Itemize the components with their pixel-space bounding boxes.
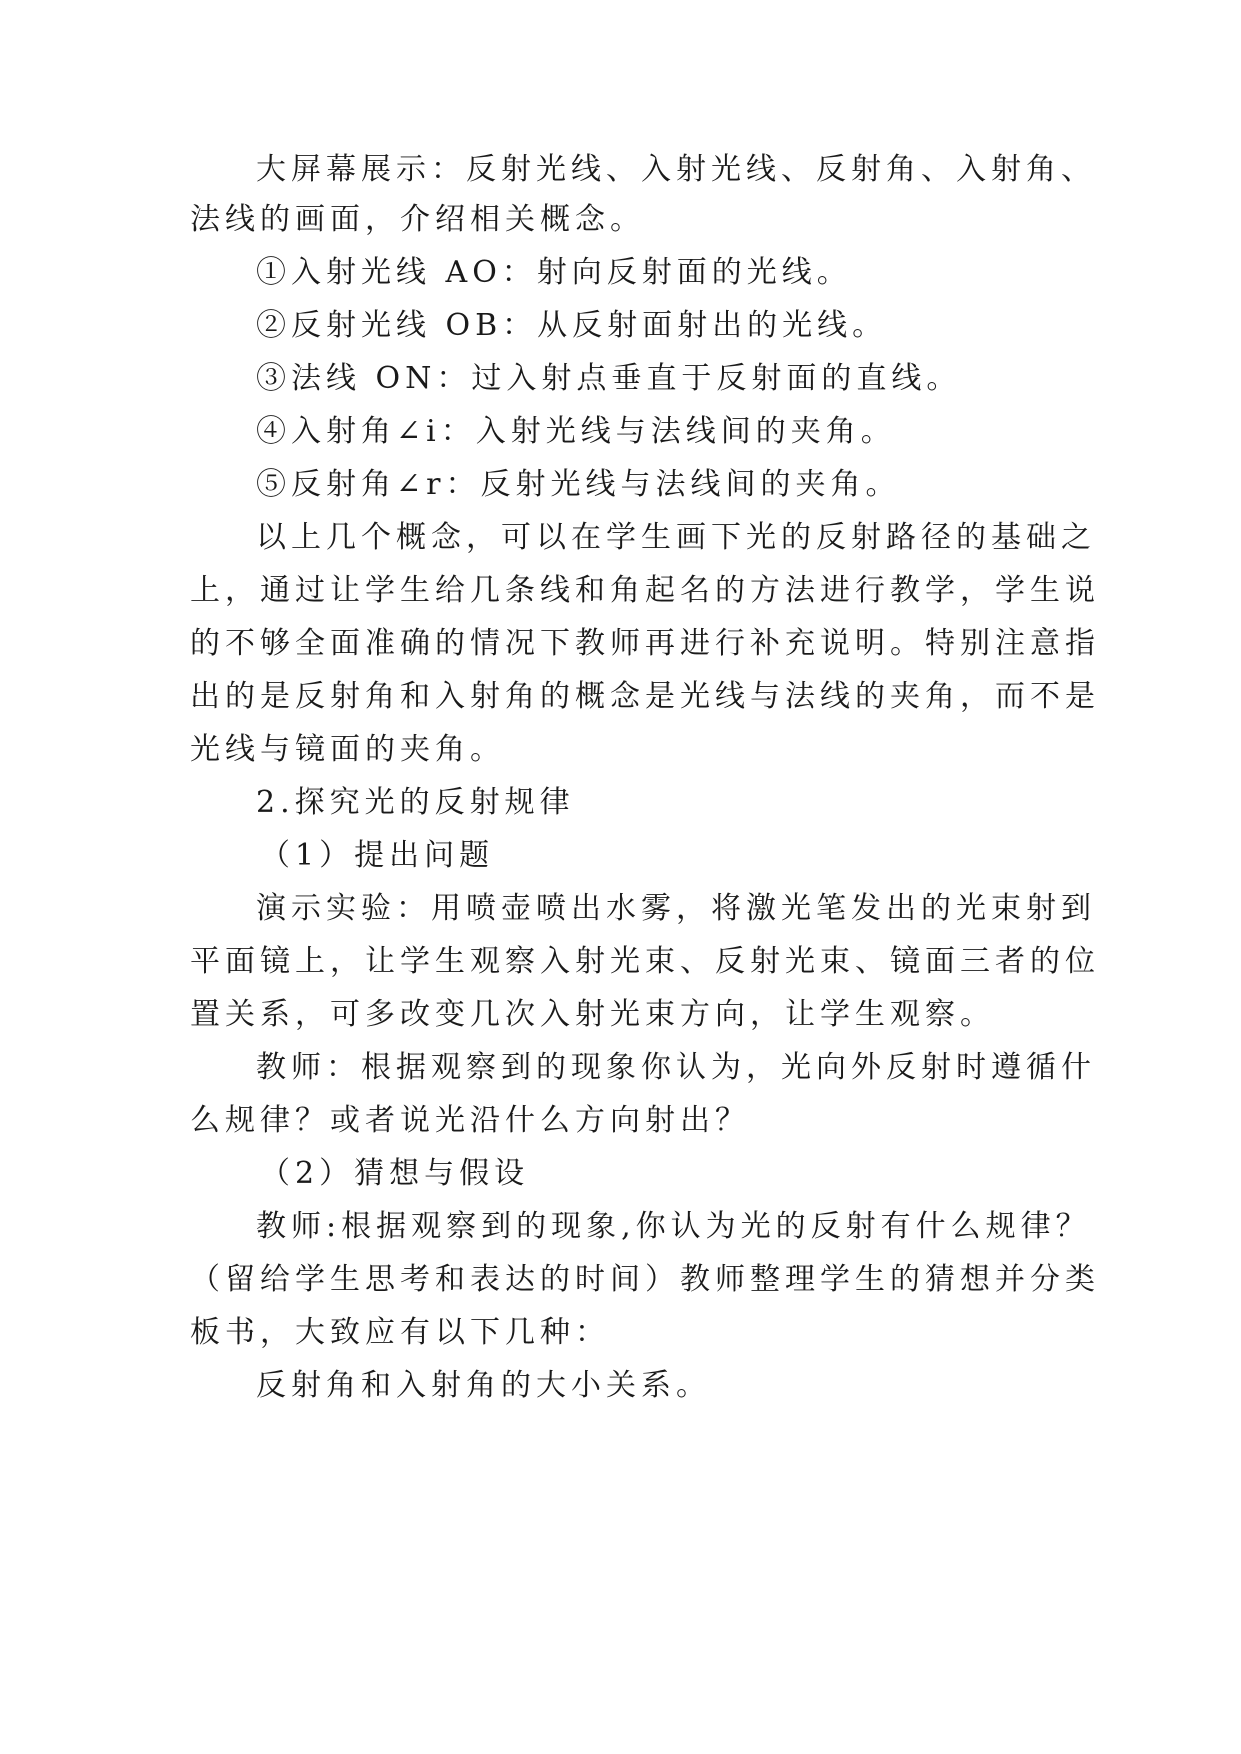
paragraph-demo-line-3: 置关系，可多改变几次入射光束方向，让学生观察。 <box>190 997 995 1032</box>
paragraph-teaching-line-3: 的不够全面准确的情况下教师再进行补充说明。特别注意指 <box>190 626 1100 661</box>
paragraph-hypothesis-line-1: 教师:根据观察到的现象,你认为光的反射有什么规律？ <box>256 1209 1091 1244</box>
paragraph-question-line-2: 么规律？或者说光沿什么方向射出？ <box>190 1103 750 1138</box>
subsection-heading-1: （1）提出问题 <box>260 838 495 873</box>
paragraph-conclusion-line: 反射角和入射角的大小关系。 <box>256 1368 711 1403</box>
concept-item-reflected-ray: ②反射光线 OB：从反射面射出的光线。 <box>256 308 888 343</box>
paragraph-question-line-1: 教师：根据观察到的现象你认为，光向外反射时遵循什 <box>256 1050 1096 1085</box>
paragraph-hypothesis-line-3: 板书，大致应有以下几种： <box>190 1315 610 1350</box>
concept-item-reflected-angle: ⑤反射角∠r：反射光线与法线间的夹角。 <box>256 467 901 502</box>
concept-item-incident-angle: ④入射角∠i：入射光线与法线间的夹角。 <box>256 414 896 449</box>
paragraph-intro-line-1: 大屏幕展示：反射光线、入射光线、反射角、入射角、 <box>256 152 1096 187</box>
paragraph-teaching-line-2: 上，通过让学生给几条线和角起名的方法进行教学，学生说 <box>190 573 1100 608</box>
concept-item-normal: ③法线 ON：过入射点垂直于反射面的直线。 <box>256 361 962 396</box>
paragraph-demo-line-2: 平面镜上，让学生观察入射光束、反射光束、镜面三者的位 <box>190 944 1100 979</box>
subsection-heading-2: （2）猜想与假设 <box>260 1156 530 1191</box>
concept-item-incident-ray: ①入射光线 AO：射向反射面的光线。 <box>256 255 852 290</box>
paragraph-teaching-line-5: 光线与镜面的夹角。 <box>190 732 505 767</box>
paragraph-teaching-line-4: 出的是反射角和入射角的概念是光线与法线的夹角，而不是 <box>190 679 1100 714</box>
paragraph-intro-line-2: 法线的画面，介绍相关概念。 <box>190 202 645 237</box>
paragraph-teaching-line-1: 以上几个概念，可以在学生画下光的反射路径的基础之 <box>256 520 1096 555</box>
section-heading: 2.探究光的反射规律 <box>256 785 575 820</box>
paragraph-demo-line-1: 演示实验：用喷壶喷出水雾，将激光笔发出的光束射到 <box>256 891 1096 926</box>
paragraph-hypothesis-line-2: （留给学生思考和表达的时间）教师整理学生的猜想并分类 <box>190 1262 1100 1297</box>
